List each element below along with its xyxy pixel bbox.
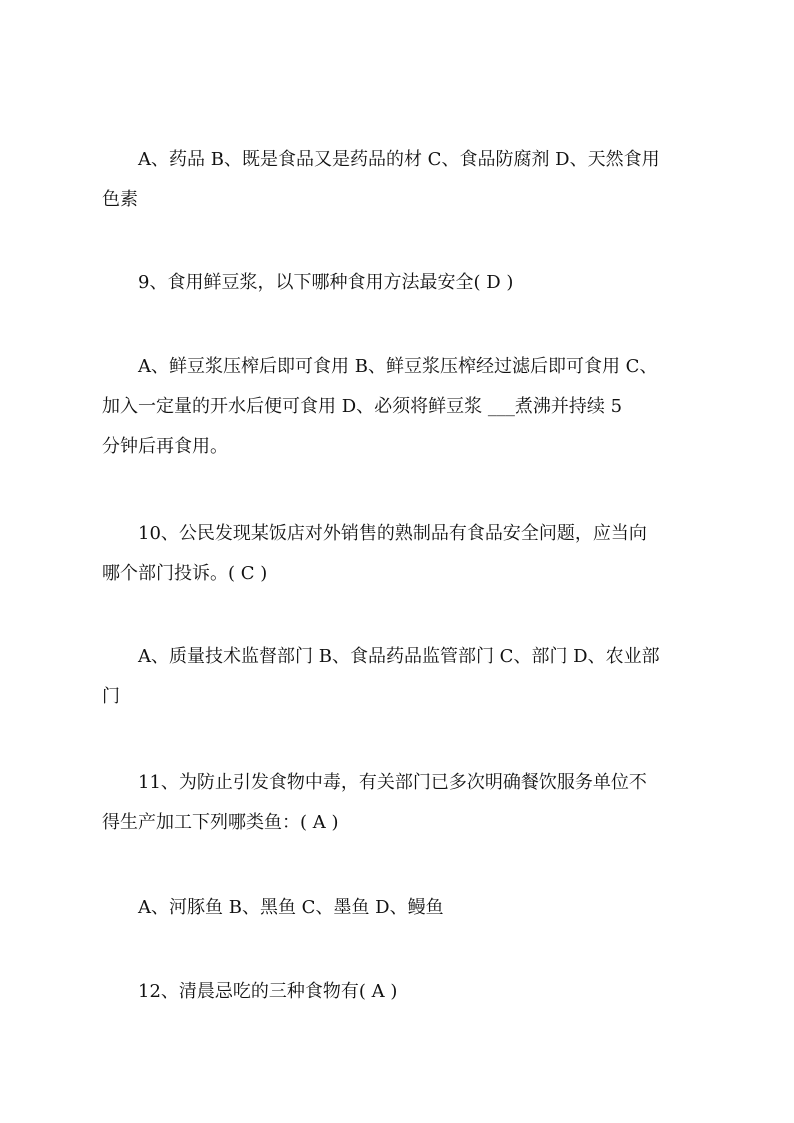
text-line: 得生产加工下列哪类鱼：( A ) — [102, 812, 339, 833]
answer-options-10 — [102, 637, 680, 717]
text-line: 10、公民发现某饭店对外销售的熟制品有食品安全问题，应当向 — [138, 523, 647, 544]
text-line: 分钟后再食用。 — [102, 436, 228, 457]
question-11 — [102, 763, 680, 843]
text-line: A、质量技术监督部门 B、食品药品监管部门 C、部门 D、农业部 — [138, 646, 660, 667]
question-9 — [120, 263, 680, 303]
text-line: A、药品 B、既是食品又是药品的材 C、食品防腐剂 D、天然食用 — [138, 149, 660, 170]
text-line: 9、食用鲜豆浆，以下哪种食用方法最安全( D ) — [138, 272, 514, 293]
text-line: 色素 — [102, 189, 138, 210]
text-line: 12、清晨忌吃的三种食物有( A ) — [138, 981, 398, 1002]
answer-options-11 — [120, 888, 680, 928]
question-12 — [120, 972, 680, 1012]
text-line: 加入一定量的开水后便可食用 D、必须将鲜豆浆 ___煮沸并持续 5 — [102, 396, 623, 417]
text-line: 哪个部门投诉。( C ) — [102, 563, 268, 584]
answer-options-9 — [102, 347, 680, 467]
question-10 — [102, 514, 680, 594]
text-line: A、鲜豆浆压榨后即可食用 B、鲜豆浆压榨经过滤后即可食用 C、 — [138, 356, 658, 377]
answer-options-8 — [102, 140, 680, 220]
text-line: 11、为防止引发食物中毒，有关部门已多次明确餐饮服务单位不 — [138, 772, 647, 793]
text-line: 门 — [102, 686, 120, 707]
text-line: A、河豚鱼 B、黑鱼 C、墨鱼 D、鳗鱼 — [138, 897, 444, 918]
